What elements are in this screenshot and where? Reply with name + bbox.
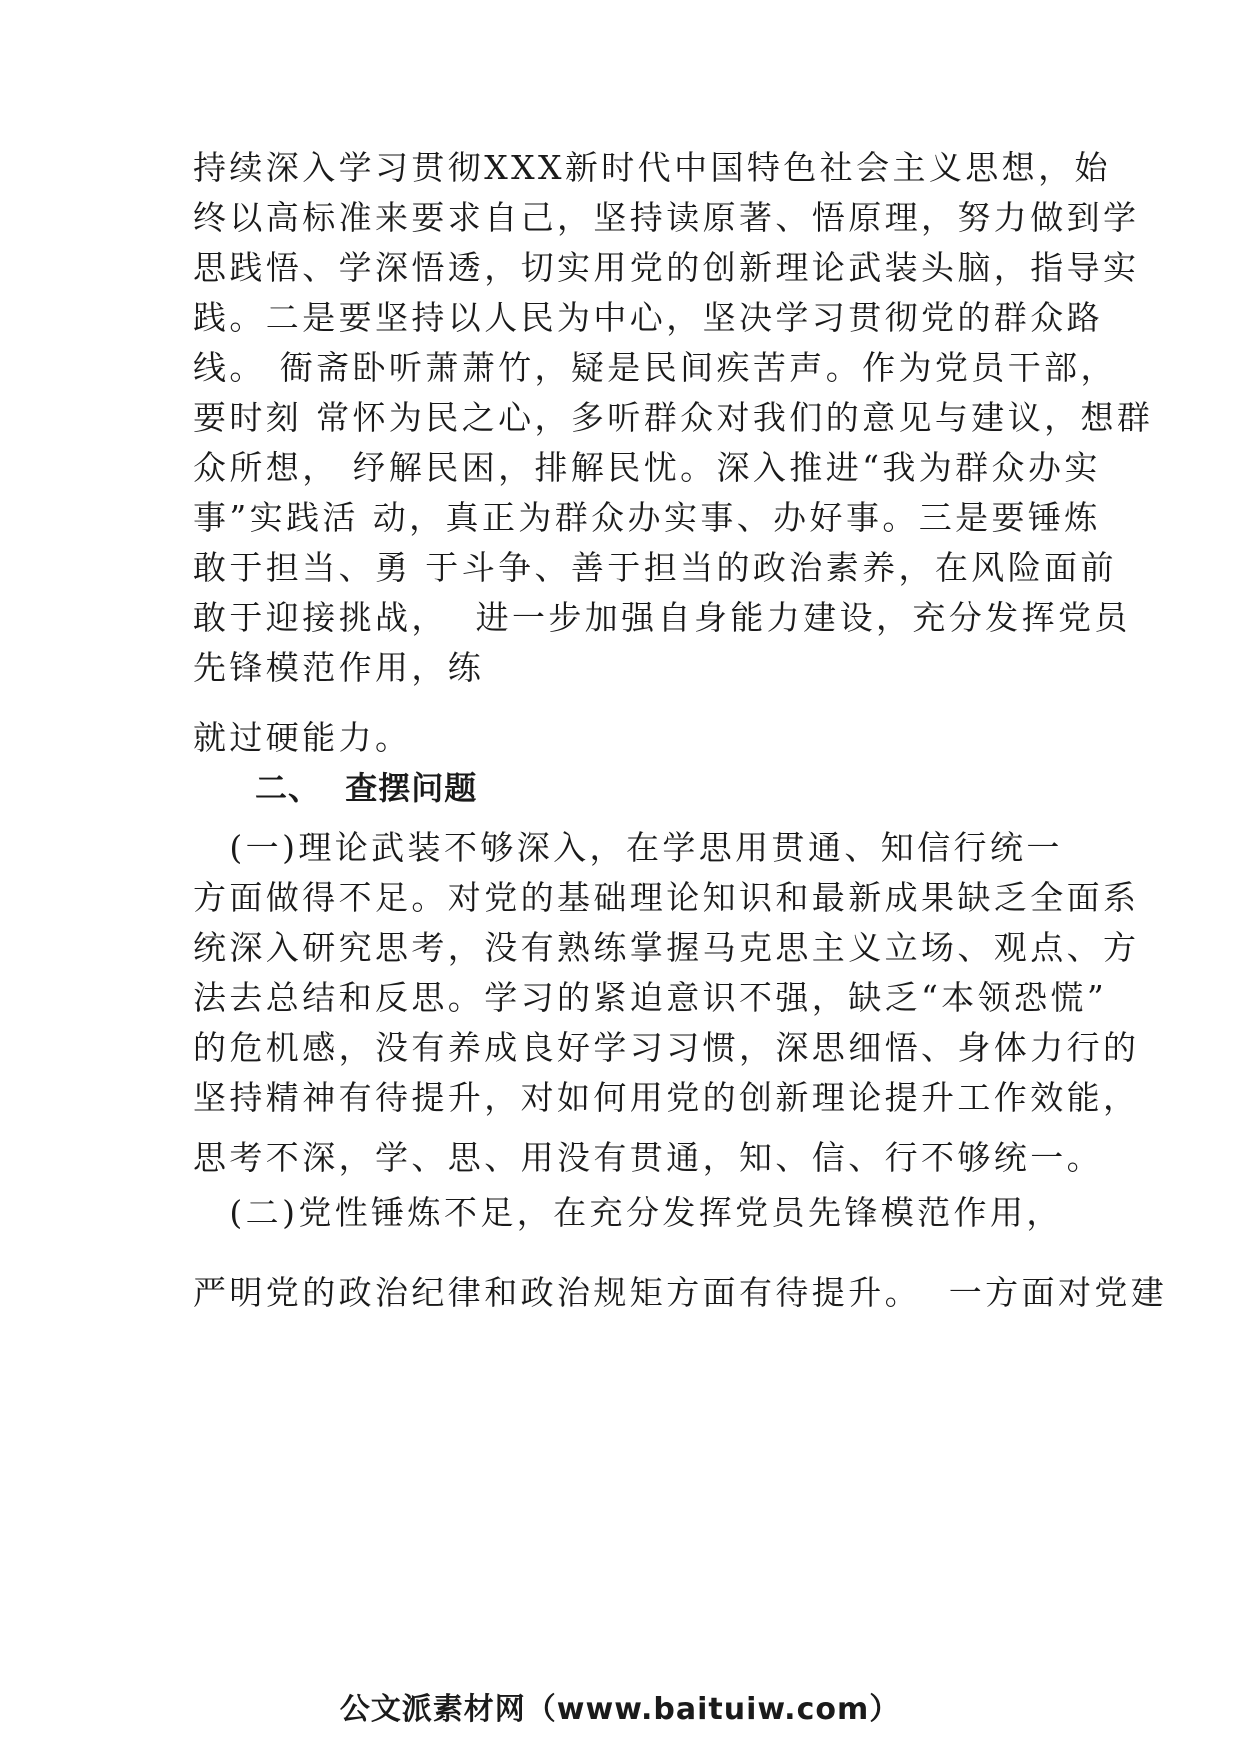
body-line-10: 敢于迎接挑战， 进一步加强自身能力建设，充分发挥党员 [193, 598, 1131, 637]
body-line-12: 就过硬能力。 [193, 718, 412, 757]
section-line-3: 统深入研究思考，没有熟练掌握马克思主义立场、观点、方 [193, 928, 1140, 967]
body-line-9: 敢于担当、勇 于斗争、善于担当的政治素养，在风险面前 [193, 548, 1117, 587]
body-line-3: 思践悟、学深悟透，切实用党的创新理论武装头脑，指导实 [193, 248, 1140, 287]
section-line-6: 坚持精神有待提升，对如何用党的创新理论提升工作效能， [193, 1078, 1140, 1117]
body-line-6: 要时刻 常怀为民之心，多听群众对我们的意见与建议，想群 [193, 398, 1154, 437]
body-line-5: 线。 衙斋卧听萧萧竹，疑是民间疾苦声。作为党员干部， [193, 348, 1117, 387]
body-line-1: 持续深入学习贯彻XXX新时代中国特色社会主义思想，始 [193, 148, 1111, 187]
site-footer: 公文派素材网（www.baituiw.com） [339, 1692, 901, 1727]
body-line-8: 事”实践活 动，真正为群众办实事、办好事。三是要锤炼 [193, 498, 1101, 537]
section-line-7: 思考不深，学、思、用没有贯通，知、信、行不够统一。 [193, 1138, 1103, 1177]
section-line-4: 法去总结和反思。学习的紧迫意识不强，缺乏“本领恐慌” [193, 978, 1108, 1017]
body-line-11: 先锋模范作用，练 [193, 648, 485, 687]
body-line-4: 践。二是要坚持以人民为中心，坚决学习贯彻党的群众路 [193, 298, 1103, 337]
section-line-2: 方面做得不足。对党的基础理论知识和最新成果缺乏全面系 [193, 878, 1140, 917]
section-line-9: 严明党的政治纪律和政治规矩方面有待提升。 一方面对党建 [193, 1273, 1168, 1312]
body-line-2: 终以高标准来要求自己，坚持读原著、悟原理，努力做到学 [193, 198, 1140, 237]
section-line-8: (二)党性锤炼不足，在充分发挥党员先锋模范作用， [193, 1193, 1063, 1232]
section-line-5: 的危机感，没有养成良好学习习惯，深思细悟、身体力行的 [193, 1028, 1140, 1067]
section-line-1: (一)理论武装不够深入，在学思用贯通、知信行统一 [193, 828, 1063, 867]
section-heading: 二、 查摆问题 [255, 769, 478, 807]
body-line-7: 众所想， 纾解民困，排解民忧。深入推进“我为群众办实 [193, 448, 1101, 487]
